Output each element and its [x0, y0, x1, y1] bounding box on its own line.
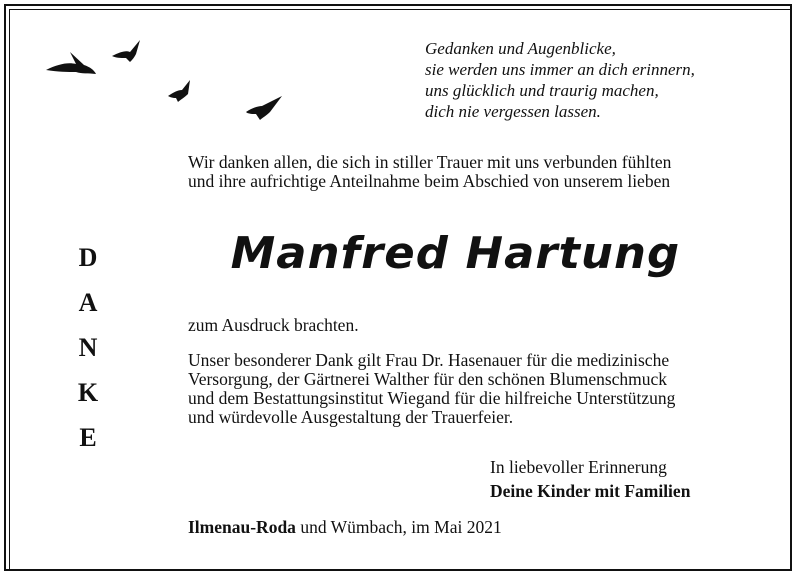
danke-letter: D: [78, 243, 98, 272]
closing: [490, 455, 690, 503]
danke-vertical: [70, 243, 106, 468]
after-name-text: zum Ausdruck brachten.: [188, 315, 359, 335]
danke-letter: A: [78, 288, 98, 317]
footer-place-date: [188, 518, 502, 537]
danke-letter: E: [79, 423, 97, 452]
intro-text: Wir danken allen, die sich in stiller Trauer mit uns verbunden fühlten und ihre aufrichtige Anteilnahme beim Abschied von unserem lieben: [188, 152, 672, 191]
flying-birds-icon: [40, 36, 300, 126]
footer-rest: und Wümbach, im Mai 2021: [295, 517, 502, 537]
signature: Deine Kinder mit Familien: [490, 481, 691, 501]
closing-line: In liebevoller Erinnerung: [490, 457, 667, 477]
poem: Gedanken und Augenblicke, sie werden uns immer an dich erinnern, uns glücklich und traurig machen, dich nie vergessen lassen.: [425, 39, 695, 121]
deceased-name: Manfred Hartung: [230, 228, 681, 279]
danke-letter: K: [77, 378, 99, 407]
thanks-paragraph: Unser besonderer Dank gilt Frau Dr. Hasenauer für die medizinische Versorgung, der Gärtnerei Walther für den schönen Blumenschmuck und dem Bestattungsinstitut Wiegand für die hilfreiche Unterstützung und würdevolle Ausgestaltung der Trauerfeier.: [188, 350, 676, 427]
danke-letter: N: [78, 333, 98, 362]
footer-place: Ilmenau-Roda: [188, 517, 296, 537]
